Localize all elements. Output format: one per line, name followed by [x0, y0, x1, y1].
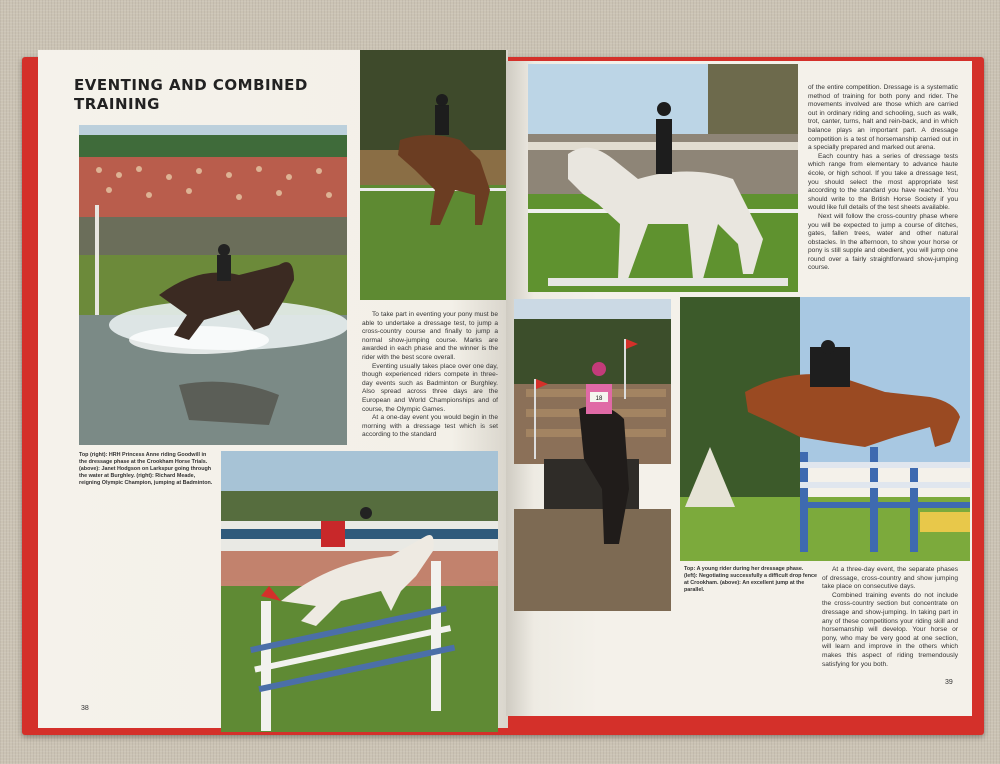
- dressage-anne-illustration: [360, 50, 506, 300]
- photo-dressage-anne: [360, 50, 506, 300]
- page-number-right: 39: [945, 679, 953, 686]
- rider-number: 18: [595, 396, 603, 402]
- photo-young-rider-dressage: [528, 64, 798, 292]
- middle-paragraph-2: Eventing usually takes place over one day, though experienced riders compete in three-day events such as Badminton or Burghley. Also spread across three days are the European and World Championships and of course, the Olympic Games.: [362, 362, 498, 413]
- photo-water-jump: [79, 125, 347, 445]
- right-bottom-text-column: [822, 566, 958, 669]
- middle-paragraph-1: To take part in eventing your pony must be able to undertake a dressage test, to jump a cross-country course and finally to jump a normal show-jumping course. Marks are awarded in each phase and the winner is the rider with the best score overall.: [362, 311, 498, 361]
- title-line-2: TRAINING: [74, 95, 160, 113]
- photo-show-jump: [221, 451, 498, 732]
- left-caption: Top (right): HRH Princess Anne riding Goodwill in the dressage phase at the Crookham Horse Trials. (above): Janet Hodgson on Larkspur going through the water at Burghley. (right): Richard Meade, reigning Olympic Champion, jumping at Badminton.: [79, 452, 213, 486]
- photo-parallel-jump: [680, 297, 970, 561]
- page-number-left: 38: [81, 705, 89, 712]
- right-paragraph-3: Next will follow the cross-country phase where you will be expected to jump a course of ditches, gates, fallen trees, water and other natural obstacles. In the afternoon, to show your horse or pony is still supple and obedient, you will jump one round over a fairly straightforward show-jumping course.: [808, 212, 958, 272]
- middle-paragraph-3: At a one-day event you would begin in the morning with a dressage test which is set according to the standard: [362, 414, 498, 439]
- right-paragraph-1: of the entire competition. Dressage is a systematic method of training for both pony and rider. The movements involved are those which are carried out in ordinary riding and schooling, such as walk, trot, canter, turns, halt and rein-back, and in which balance plays an important part. A dressage competition is a test of horsemanship carried out in a specially prepared and marked out arena.: [808, 84, 958, 152]
- title-line-1: EVENTING AND COMBINED: [74, 76, 308, 94]
- show-jump-illustration: [221, 451, 498, 732]
- photo-drop-fence: [514, 299, 671, 611]
- drop-fence-illustration: [514, 299, 671, 611]
- right-bottom-paragraph-1: At a three-day event, the separate phases of dressage, cross-country and show jumping take place on consecutive days.: [822, 566, 958, 591]
- right-paragraph-2: Each country has a series of dressage tests which range from elementary to advance haute école, or high school. If you take a dressage test, you should select the most appropriate test according to the standard you have reached. You should write to the British Horse Society if you would like full details of the test sheets available.: [808, 152, 958, 212]
- chapter-title: [74, 76, 308, 114]
- water-jump-illustration: [79, 125, 347, 445]
- right-bottom-paragraph-2: Combined training events do not include the cross-country section but concentrate on dressage and show-jumping. In taking part in any of these competitions your riding skill and horsemanship will develop. Your horse or pony, who may be very good at one section, will learn and improve in the others which makes this aspect of riding tremendously satisfying for you both.: [822, 591, 958, 668]
- parallel-jump-illustration: [680, 297, 970, 561]
- middle-text-column: [362, 311, 498, 440]
- right-top-text-column: [808, 84, 958, 273]
- right-caption: Top: A young rider during her dressage phase. (left): Negotiating successfully a difficult drop fence at Crookham. (above): An excellent jump at the parallel.: [684, 566, 817, 593]
- young-rider-illustration: [528, 64, 798, 292]
